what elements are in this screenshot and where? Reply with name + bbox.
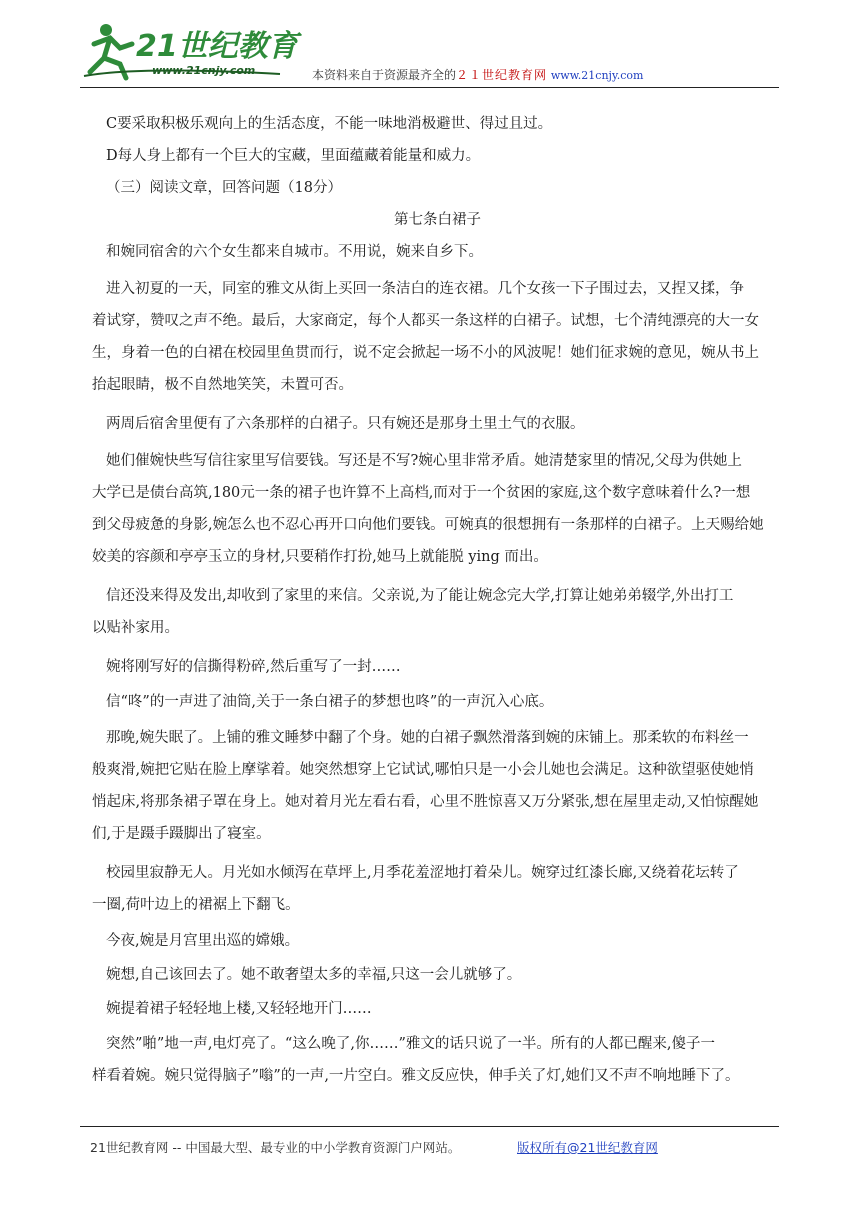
paragraph-line: 突然”啪”地一声,电灯亮了。“这么晚了,你……”雅文的话只说了一半。所有的人都已醒来,傻子一 (106, 1036, 715, 1052)
paragraph-line: 到父母疲惫的身影,婉怎么也不忍心再开口向他们要钱。可婉真的很想拥有一条那样的白裙子。上天赐给她 (92, 517, 764, 533)
header-brand[interactable]: ２１世纪教育网 (456, 68, 548, 82)
paragraph-line: 悄起床,将那条裙子罩在身上。她对着月光左看右看，心里不胜惊喜又万分紧张,想在屋里走动,又怕惊醒她 (92, 794, 759, 810)
option-d: D每人身上都有一个巨大的宝藏，里面蕴藏着能量和威力。 (106, 148, 481, 164)
runner-logo-icon (80, 14, 310, 84)
header-divider (80, 87, 779, 88)
copyright-link[interactable]: 版权所有@21世纪教育网 (517, 1140, 658, 1155)
paragraph-line: 校园里寂静无人。月光如水倾泻在草坪上,月季花羞涩地打着朵儿。婉穿过红漆长廊,又绕着花坛转了 (106, 865, 739, 881)
paragraph-line: 着试穿，赞叹之声不绝。最后，大家商定，每个人都买一条这样的白裙子。试想，七个清纯漂亮的大一女 (92, 313, 759, 329)
paragraph-line: 两周后宿舍里便有了六条那样的白裙子。只有婉还是那身土里土气的衣服。 (106, 416, 585, 432)
section-heading: （三）阅读文章，回答问题（18分） (106, 180, 342, 196)
paragraph-line: 和婉同宿舍的六个女生都来自城市。不用说，婉来自乡下。 (106, 244, 483, 260)
footer-text: 21世纪教育网 -- 中国最大型、最专业的中小学教育资源门户网站。 (90, 1140, 461, 1155)
paragraph-line: 一圈,荷叶边上的裙裾上下翻飞。 (92, 897, 300, 913)
paragraph-line: 信还没来得及发出,却收到了家里的来信。父亲说,为了能让婉念完大学,打算让她弟弟辍学,外出打工 (106, 588, 734, 604)
paragraph-line: 婉想,自己该回去了。她不敢奢望太多的幸福,只这一会儿就够了。 (106, 967, 522, 983)
paragraph-line: 以贴补家用。 (92, 620, 179, 636)
header-note (312, 66, 643, 83)
header-url[interactable]: www.21cnjy.com (550, 69, 644, 82)
page-header (80, 14, 780, 86)
article-title: 第七条白裙子 (394, 212, 481, 228)
paragraph-line: 们,于是蹑手蹑脚出了寝室。 (92, 826, 271, 842)
paragraph-line: 抬起眼睛，极不自然地笑笑，未置可否。 (92, 377, 353, 393)
paragraph-line: 姣美的容颜和亭亭玉立的身材,只要稍作打扮,她马上就能脱 ying 而出。 (92, 549, 548, 565)
logo-wordmark: 21世纪教育 (136, 29, 298, 64)
header-note-prefix: 本资料来自于资源最齐全的 (312, 68, 457, 82)
option-c: C要采取积极乐观向上的生活态度，不能一味地消极避世、得过且过。 (106, 116, 553, 132)
paragraph-line: 那晚,婉失眠了。上铺的雅文睡梦中翻了个身。她的白裙子飘然滑落到婉的床铺上。那柔软的布料丝一 (106, 730, 749, 746)
paragraph-line: 她们催婉快些写信往家里写信要钱。写还是不写?婉心里非常矛盾。她清楚家里的情况,父母为供她上 (106, 453, 742, 469)
paragraph-line: 今夜,婉是月宫里出巡的嫦娥。 (106, 933, 300, 949)
paragraph-line: 样看着婉。婉只觉得脑子”嗡”的一声,一片空白。雅文反应快，伸手关了灯,她们又不声不响地睡下了。 (92, 1068, 740, 1084)
paragraph-line: 婉提着裙子轻轻地上楼,又轻轻地开门…… (106, 1001, 372, 1017)
logo[interactable] (80, 14, 310, 84)
logo-url: www.21cnjy.com (152, 64, 256, 77)
paragraph-line: 大学已是债台高筑,180元一条的裙子也许算不上高档,而对于一个贫困的家庭,这个数字意味着什么?一想 (92, 485, 751, 501)
footer-divider (80, 1126, 779, 1127)
paragraph-line: 般爽滑,婉把它贴在脸上摩挲着。她突然想穿上它试试,哪怕只是一小会儿她也会满足。这种欲望驱使她悄 (92, 762, 754, 778)
paragraph-line: 婉将刚写好的信撕得粉碎,然后重写了一封…… (106, 659, 401, 675)
paragraph-line: 信“咚”的一声进了油筒,关于一条白裙子的梦想也咚”的一声沉入心底。 (106, 694, 554, 710)
paragraph-line: 生，身着一色的白裙在校园里鱼贯而行，说不定会掀起一场不小的风波呢！她们征求婉的意见，婉从书上 (92, 345, 759, 361)
paragraph-line: 进入初夏的一天，同室的雅文从街上买回一条洁白的连衣裙。几个女孩一下子围过去，又捏又揉，争 (106, 281, 744, 297)
